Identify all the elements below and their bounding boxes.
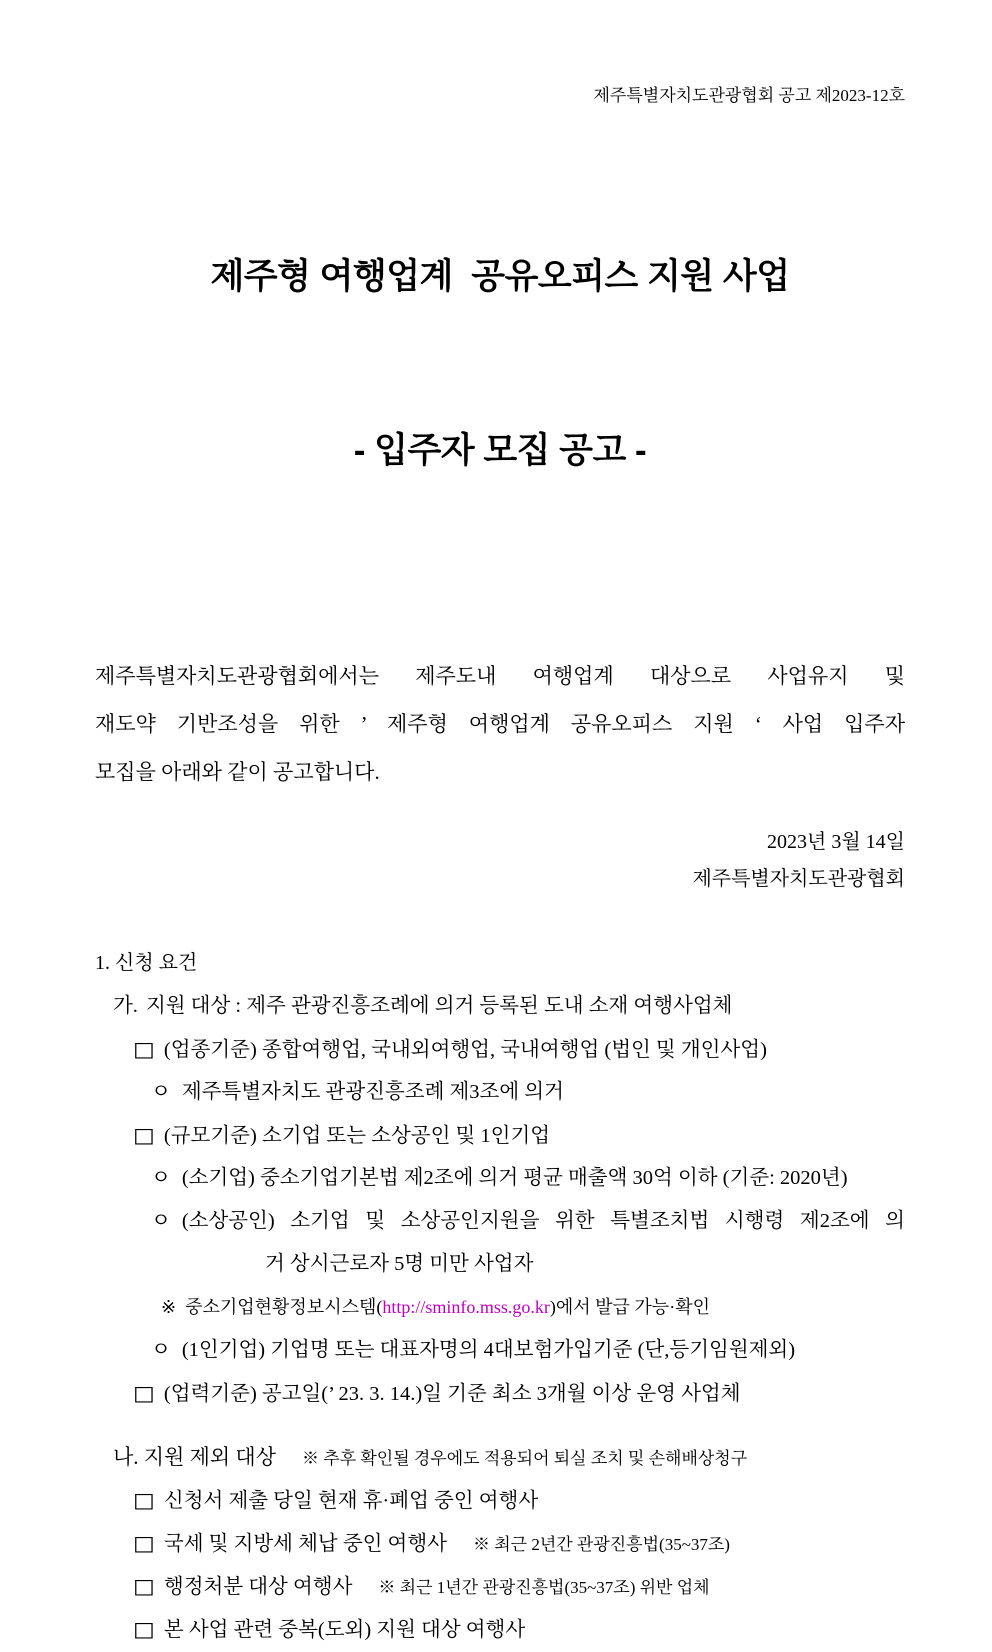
requirement-row [95, 1329, 905, 1372]
checkbox-icon: □ [133, 1617, 155, 1641]
announce-org: 제주특별자치도관광협회 [692, 868, 905, 890]
reference-note-row [95, 1286, 905, 1329]
requirement-row-continuation [95, 1243, 905, 1286]
requirement-row [95, 1028, 905, 1071]
section-2-heading [95, 1436, 905, 1479]
requirement-row [95, 1200, 905, 1243]
section-2-heading-note: ※ 추후 확인될 경우에도 적용되어 퇴실 조치 및 손해배상청구 [302, 1449, 748, 1468]
circle-bullet: ㅇ [151, 1167, 171, 1189]
row-text: 행정처분 대상 여행사 [163, 1576, 353, 1598]
exclusion-row [95, 1479, 905, 1522]
checkbox-icon: □ [133, 1123, 155, 1147]
circle-bullet: ㅇ [151, 1081, 171, 1103]
row-text: (1인기업) 기업명 또는 대표자명의 4대보험가입기준 (단,등기임원제외) [181, 1339, 796, 1361]
note-text-post: )에서 발급 가능·확인 [549, 1297, 710, 1317]
intro-line: 재도약 기반조성을 위한 ’ 제주형 여행업계 공유오피스 지원 ‘ 사업 입주자 [95, 712, 905, 736]
checkbox-icon: □ [133, 1488, 155, 1512]
section-1-heading: 1. 신청 요건 [95, 952, 198, 974]
checkbox-icon: □ [133, 1381, 155, 1405]
circle-bullet: ㅇ [151, 1210, 171, 1232]
sminfo-url-link[interactable]: http://sminfo.mss.go.kr [382, 1297, 550, 1317]
row-text: (소상공인) 소기업 및 소상공인지원을 위한 특별조치법 시행령 제2조에 의 [181, 1210, 905, 1232]
requirement-row [95, 1157, 905, 1200]
exclusion-row [95, 1565, 905, 1608]
checkbox-icon: □ [133, 1531, 155, 1555]
row-text: 본 사업 관련 중복(도외) 지원 대상 여행사 [163, 1619, 526, 1641]
doc-number: 제주특별자치도관광협회 공고 제2023-12호 [593, 86, 905, 105]
title-line-1: 제주형 여행업계 공유오피스 지원 사업 [210, 257, 790, 296]
row-text: (업종기준) 종합여행업, 국내외여행업, 국내여행업 (법인 및 개인사업) [163, 1039, 767, 1061]
intro-line: 모집을 아래와 같이 공고합니다. [95, 760, 380, 784]
row-note: ※ 최근 2년간 관광진흥법(35~37조) [472, 1535, 730, 1554]
title-line-2: - 입주자 모집 공고 - [353, 431, 647, 470]
checkbox-icon: □ [133, 1037, 155, 1061]
exclusion-row [95, 1608, 905, 1651]
requirement-row [95, 985, 905, 1028]
list-marker: 가. [113, 995, 138, 1017]
row-text: (업력기준) 공고일(’ 23. 3. 14.)일 기준 최소 3개월 이상 운영 사업체 [163, 1383, 741, 1405]
row-note: ※ 최근 1년간 관광진흥법(35~37조) 위반 업체 [378, 1578, 710, 1597]
intro-paragraph [95, 652, 905, 796]
announce-date: 2023년 3월 14일 [767, 831, 905, 853]
note-marker: ※ [161, 1297, 177, 1317]
row-text: 제주특별자치도 관광진흥조례 제3조에 의거 [181, 1081, 564, 1103]
page-title [95, 132, 905, 596]
requirement-row [95, 1372, 905, 1415]
row-text: 거 상시근로자 5명 미만 사업자 [265, 1253, 534, 1275]
section-2-heading-text: 나. 지원 제외 대상 [113, 1445, 277, 1469]
row-text: (규모기준) 소기업 또는 소상공인 및 1인기업 [163, 1125, 551, 1147]
row-text: (소기업) 중소기업기본법 제2조에 의거 평균 매출액 30억 이하 (기준: 2020년) [181, 1167, 848, 1189]
circle-bullet: ㅇ [151, 1339, 171, 1361]
signature-block [95, 824, 905, 898]
row-text: 신청서 제출 당일 현재 휴·폐업 중인 여행사 [163, 1490, 539, 1512]
note-text-pre: 중소기업현황정보시스템( [185, 1297, 383, 1317]
requirement-row [95, 1071, 905, 1114]
checkbox-icon: □ [133, 1574, 155, 1598]
row-text: 지원 대상 : 제주 관광진흥조례에 의거 등록된 도내 소재 여행사업체 [145, 995, 733, 1017]
row-text: 국세 및 지방세 체납 중인 여행사 [163, 1533, 447, 1555]
intro-line: 제주특별자치도관광협회에서는 제주도내 여행업계 대상으로 사업유지 및 [95, 664, 905, 688]
exclusion-row [95, 1522, 905, 1565]
requirement-row [95, 1114, 905, 1157]
